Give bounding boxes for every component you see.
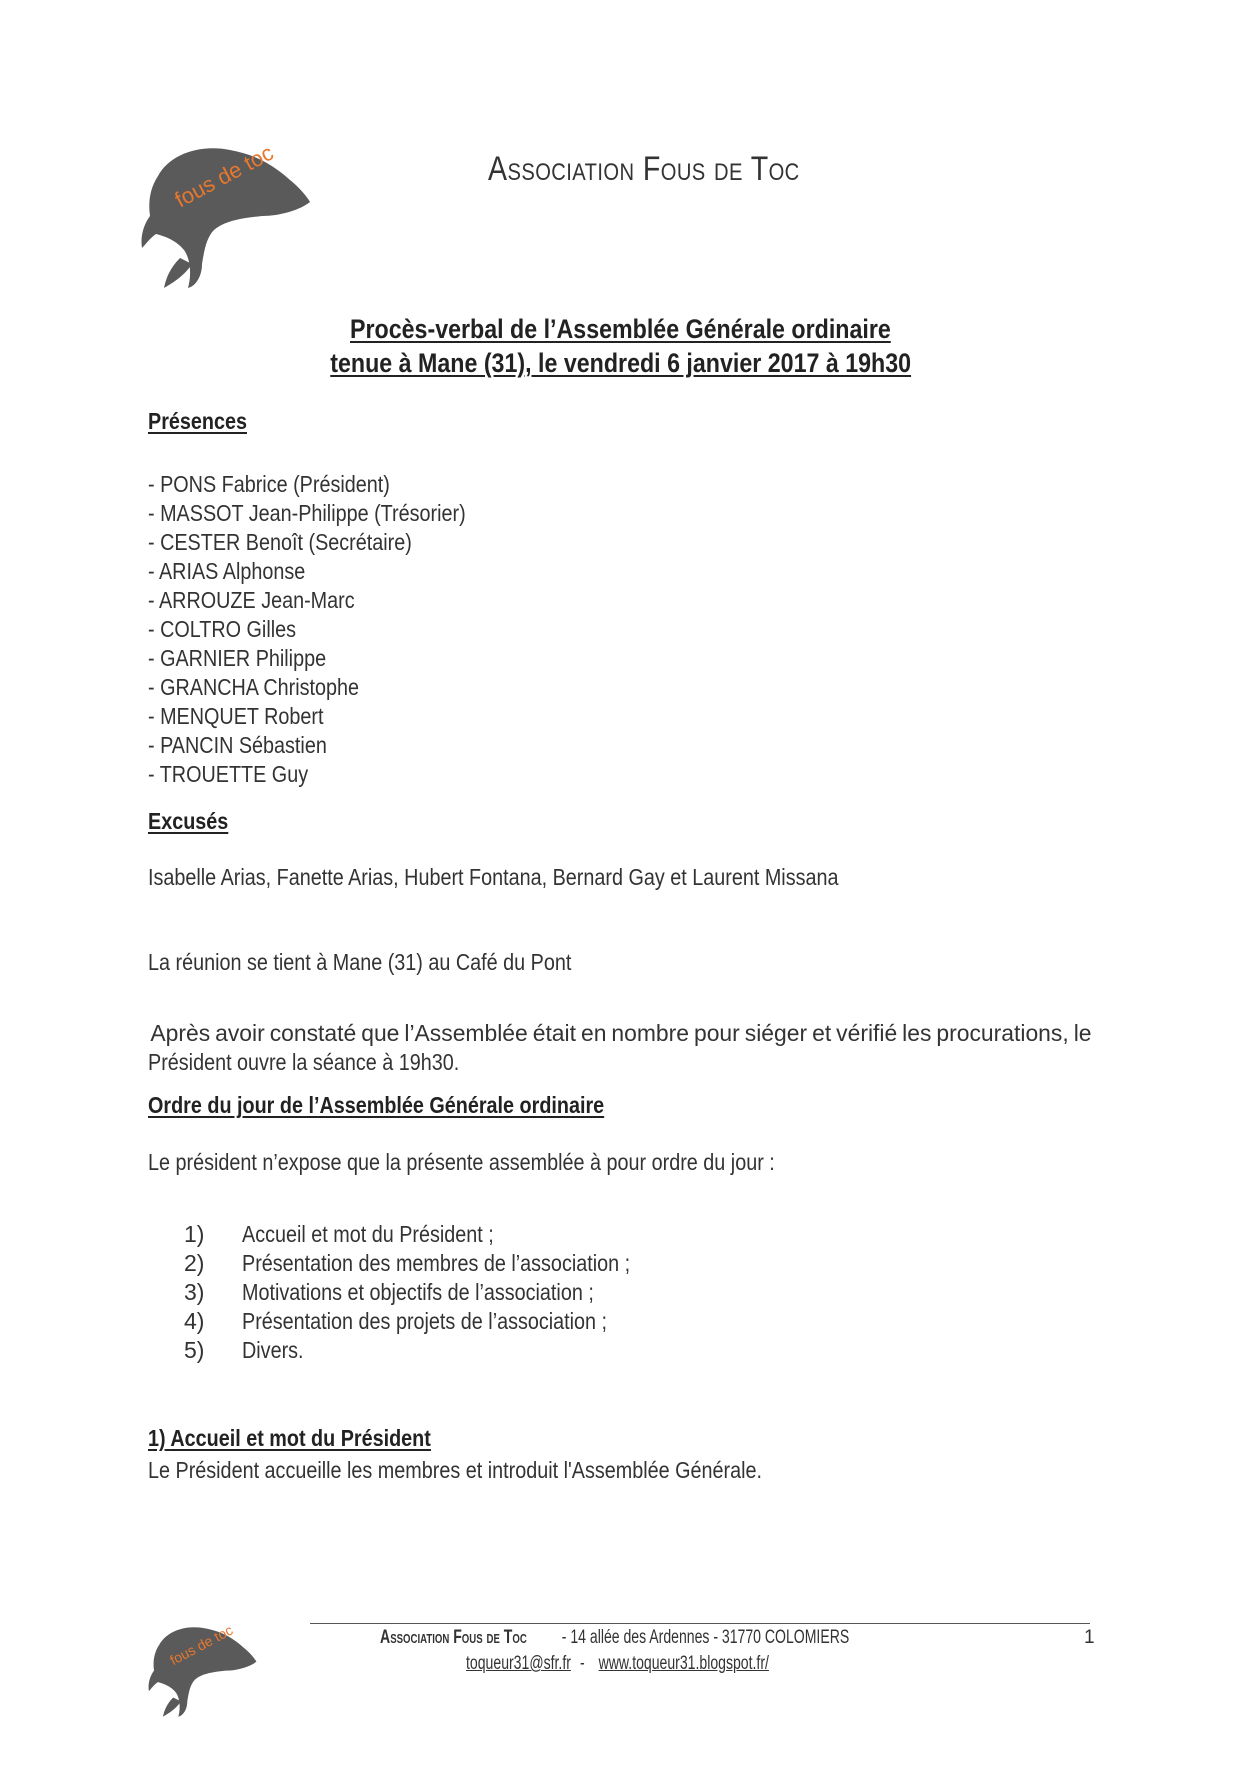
document-title-line-2: tenue à Mane (31), le vendredi 6 janvier 2017 à 19h30 (330, 348, 911, 378)
footer-website-link[interactable]: www.toqueur31.blogspot.fr/ (599, 1653, 770, 1674)
page-number: 1 (1084, 1627, 1095, 1648)
footer-divider (310, 1623, 1090, 1624)
opening-word: l’Assemblée (404, 1020, 528, 1046)
presences-list (148, 470, 517, 789)
logo-text: fous de toc (170, 140, 278, 213)
opening-word: et (812, 1020, 832, 1046)
presence-item: - MASSOT Jean-Philippe (Trésorier) (148, 500, 466, 526)
opening-word: les (902, 1020, 932, 1046)
footer-org-name: Association Fous de Toc (379, 1627, 527, 1648)
opening-word: était (532, 1020, 576, 1046)
opening-word: avoir (215, 1020, 265, 1046)
opening-word: Après (150, 1020, 211, 1046)
agenda-heading: Ordre du jour de l’Assemblée Générale ordinaire (148, 1092, 605, 1118)
organization-title: Association Fous de Toc (488, 150, 800, 188)
agenda-item-number: 1) (184, 1221, 205, 1247)
opening-word: pour (693, 1020, 740, 1046)
presence-item: - PONS Fabrice (Président) (148, 471, 390, 497)
footer-email-link[interactable]: toqueur31@sfr.fr (466, 1653, 572, 1674)
agenda-intro: Le président n’expose que la présente assemblée à pour ordre du jour : (148, 1149, 775, 1175)
opening-word: que (361, 1020, 400, 1046)
presence-item: - CESTER Benoît (Secrétaire) (148, 529, 412, 555)
footer-address-line (0, 1627, 1241, 1649)
footer-logo-text: fous de toc (167, 1622, 236, 1669)
agenda-item-text: Présentation des projets de l’association ; (242, 1308, 608, 1334)
opening-word: vérifié (836, 1020, 898, 1046)
opening-word: en (580, 1020, 607, 1046)
footer-separator: - (580, 1653, 585, 1674)
opening-word: nombre (611, 1020, 690, 1046)
presence-item: - ARROUZE Jean-Marc (148, 587, 355, 613)
agenda-item-number: 2) (184, 1250, 205, 1276)
opening-paragraph (148, 1019, 1094, 1077)
presence-item: - GARNIER Philippe (148, 645, 327, 671)
agenda-item-text: Divers. (242, 1337, 304, 1363)
presence-item: - TROUETTE Guy (148, 761, 309, 787)
presence-item: - PANCIN Sébastien (148, 732, 327, 758)
meeting-place-text: La réunion se tient à Mane (31) au Café du Pont (148, 949, 572, 975)
opening-line-1 (150, 1019, 1091, 1048)
opening-word: procurations, (936, 1020, 1069, 1046)
fous-de-toc-logo (140, 140, 310, 290)
agenda-item-number: 5) (184, 1337, 205, 1363)
opening-word: le (1073, 1020, 1092, 1046)
footer-contact-line (0, 1653, 1241, 1675)
presences-heading: Présences (148, 408, 247, 434)
opening-word: constaté (269, 1020, 357, 1046)
section-1-text: Le Président accueille les membres et introduit l'Assemblée Générale. (148, 1457, 762, 1483)
section-1-heading: 1) Accueil et mot du Président (148, 1425, 431, 1451)
presence-item: - GRANCHA Christophe (148, 674, 360, 700)
opening-line-2: Président ouvre la séance à 19h30. (148, 1049, 460, 1075)
agenda-item-number: 4) (184, 1308, 205, 1334)
agenda-item-text: Accueil et mot du Président ; (242, 1221, 494, 1247)
presence-item: - COLTRO Gilles (148, 616, 297, 642)
excuses-heading: Excusés (148, 808, 229, 834)
document-title-line-1: Procès-verbal de l’Assemblée Générale ordinaire (350, 314, 891, 344)
excuses-text: Isabelle Arias, Fanette Arias, Hubert Fontana, Bernard Gay et Laurent Missana (148, 864, 839, 890)
agenda-item-text: Présentation des membres de l’association ; (242, 1250, 631, 1276)
agenda-item-text: Motivations et objectifs de l’association ; (242, 1279, 594, 1305)
footer-address: - 14 allée des Ardennes - 31770 COLOMIERS (562, 1627, 850, 1648)
presence-item: - MENQUET Robert (148, 703, 324, 729)
agenda-item-number: 3) (184, 1279, 205, 1305)
presence-item: - ARIAS Alphonse (148, 558, 306, 584)
opening-word: siéger (744, 1020, 808, 1046)
